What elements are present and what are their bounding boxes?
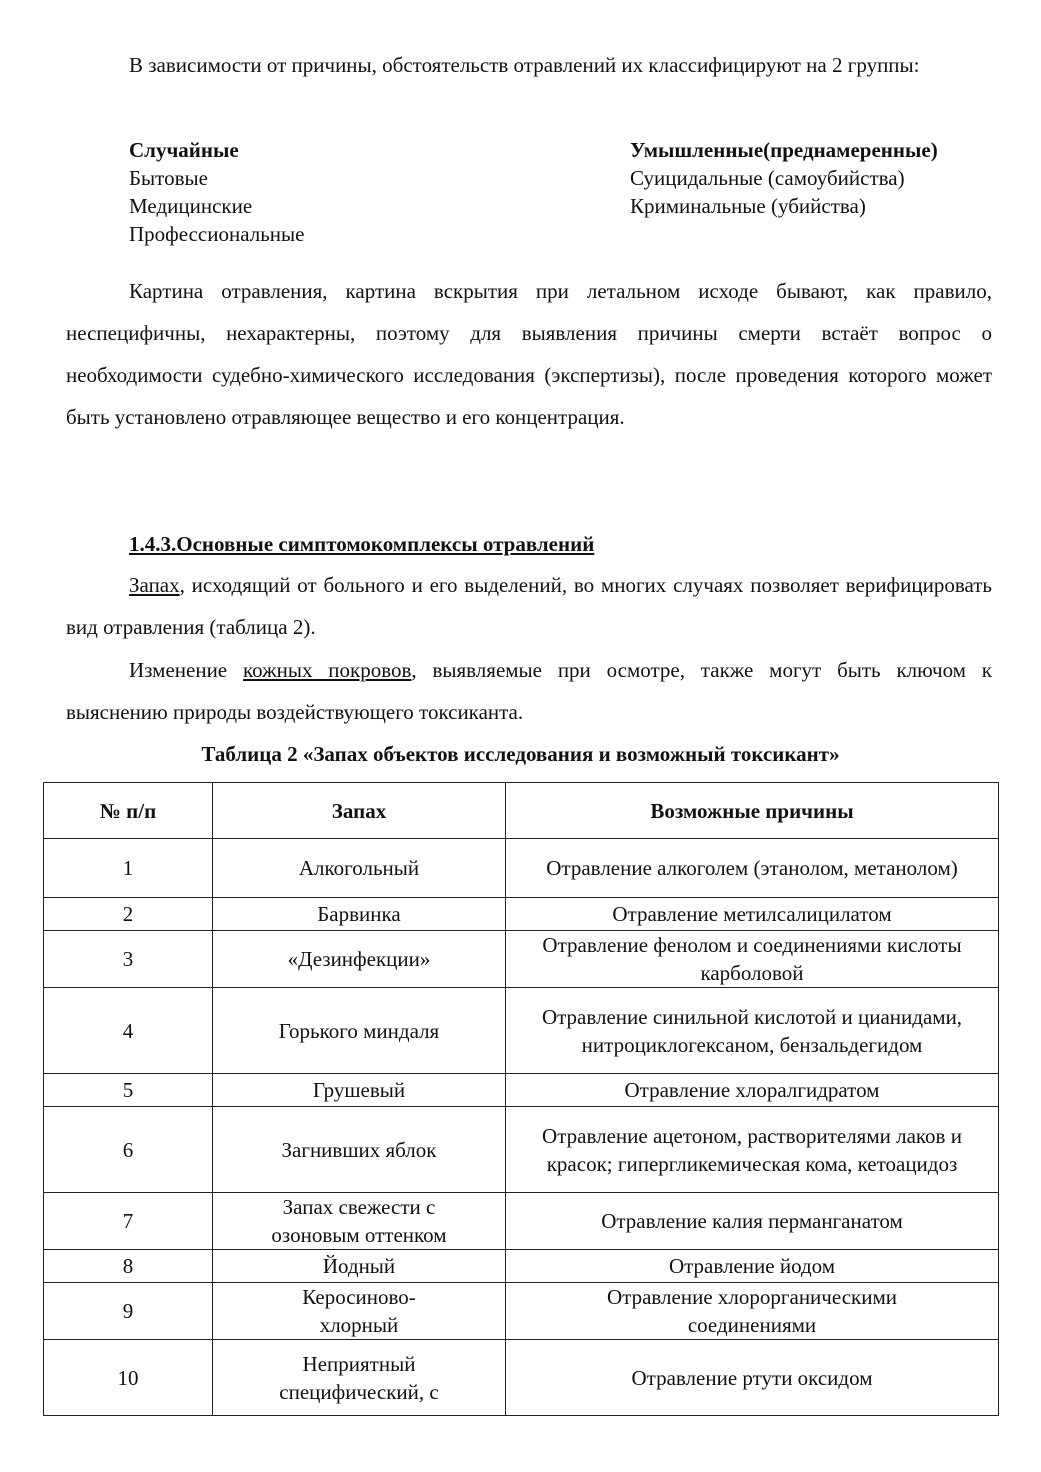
accidental-item: Бытовые	[129, 166, 208, 190]
autopsy-paragraph: Картина отравления, картина вскрытия при летальном исходе бывают, как правило, неспецифичны, нехарактерны, поэтому для выявления причины смерти встаёт вопрос о необходимости судебно-химического исследования (экспертизы), после проведения которого может быть установлено отравляющее вещество и его концентрация.	[66, 279, 992, 429]
row-number: 8	[44, 1250, 213, 1283]
row-cause: Отравление алкоголем (этанолом, метанолом)	[506, 839, 999, 898]
table-row	[44, 931, 999, 988]
intentional-group	[630, 136, 938, 220]
row-number: 1	[44, 839, 213, 898]
table-caption: Таблица 2 «Запах объектов исследования и возможный токсикант»	[201, 742, 840, 766]
row-cause: Отравление хлорорганическими соединениями	[506, 1283, 999, 1340]
row-cause: Отравление хлоралгидратом	[506, 1074, 999, 1107]
row-smell: Керосиново-хлорный	[213, 1283, 506, 1340]
row-cause: Отравление калия перманганатом	[506, 1193, 999, 1250]
row-cause: Отравление синильной кислотой и цианидами, нитроциклогексаном, бензальдегидом	[506, 988, 999, 1074]
table-row	[44, 1283, 999, 1340]
row-number: 10	[44, 1340, 213, 1416]
header-cause: Возможные причины	[506, 783, 999, 839]
skin-term: кожных покровов	[242, 658, 412, 682]
section-heading: 1.4.3.Основные симптомокомплексы отравлений	[129, 532, 595, 556]
row-smell: «Дезинфекции»	[213, 931, 506, 988]
accidental-item: Медицинские	[129, 194, 253, 218]
table-row	[44, 1074, 999, 1107]
accidental-group	[129, 136, 304, 248]
table-row	[44, 1193, 999, 1250]
row-smell: Запах свежести с озоновым оттенком	[213, 1193, 506, 1250]
row-smell: Йодный	[213, 1250, 506, 1283]
row-number: 5	[44, 1074, 213, 1107]
row-number: 9	[44, 1283, 213, 1340]
header-smell: Запах	[213, 783, 506, 839]
intentional-title: Умышленные(преднамеренные)	[630, 138, 938, 162]
smell-text: , исходящий от больного и его выделений, во многих случаях позволяет верифицировать вид отравления (таблица 2).	[66, 573, 992, 639]
accidental-item: Профессиональные	[129, 222, 305, 246]
table-row	[44, 898, 999, 931]
row-cause: Отравление йодом	[506, 1250, 999, 1283]
skin-text: , выявляемые при осмотре, также могут быть ключом к выяснению природы воздействующего токсиканта.	[66, 658, 992, 724]
table-row	[44, 1107, 999, 1193]
table-row	[44, 1340, 999, 1416]
row-number: 6	[44, 1107, 213, 1193]
table-row	[44, 988, 999, 1074]
row-cause: Отравление метилсалицилатом	[506, 898, 999, 931]
intro-paragraph: В зависимости от причины, обстоятельств отравлений их классифицируют на 2 группы:	[129, 53, 920, 77]
row-smell: Загнивших яблок	[213, 1107, 506, 1193]
intentional-item: Суицидальные (самоубийства)	[630, 166, 905, 190]
row-cause: Отравление ацетоном, растворителями лаков и красок; гипергликемическая кома, кетоацидоз	[506, 1107, 999, 1193]
intentional-item: Криминальные (убийства)	[630, 194, 866, 218]
accidental-title: Случайные	[129, 138, 239, 162]
skin-text-before: Изменение	[129, 658, 243, 682]
skin-paragraph	[66, 649, 992, 733]
row-number: 2	[44, 898, 213, 931]
row-cause: Отравление ртути оксидом	[506, 1340, 999, 1416]
table-row	[44, 839, 999, 898]
row-smell: Горького миндаля	[213, 988, 506, 1074]
row-cause: Отравление фенолом и соединениями кислоты карболовой	[506, 931, 999, 988]
header-number: № п/п	[44, 783, 213, 839]
row-smell: Алкогольный	[213, 839, 506, 898]
smell-term: Запах	[129, 573, 180, 597]
row-smell: Барвинка	[213, 898, 506, 931]
row-number: 4	[44, 988, 213, 1074]
smell-paragraph	[66, 564, 992, 648]
row-smell: Неприятный специфический, с	[213, 1340, 506, 1416]
table-header-row	[44, 783, 999, 839]
row-number: 7	[44, 1193, 213, 1250]
smell-table	[43, 782, 999, 1416]
row-number: 3	[44, 931, 213, 988]
row-smell: Грушевый	[213, 1074, 506, 1107]
table-row	[44, 1250, 999, 1283]
